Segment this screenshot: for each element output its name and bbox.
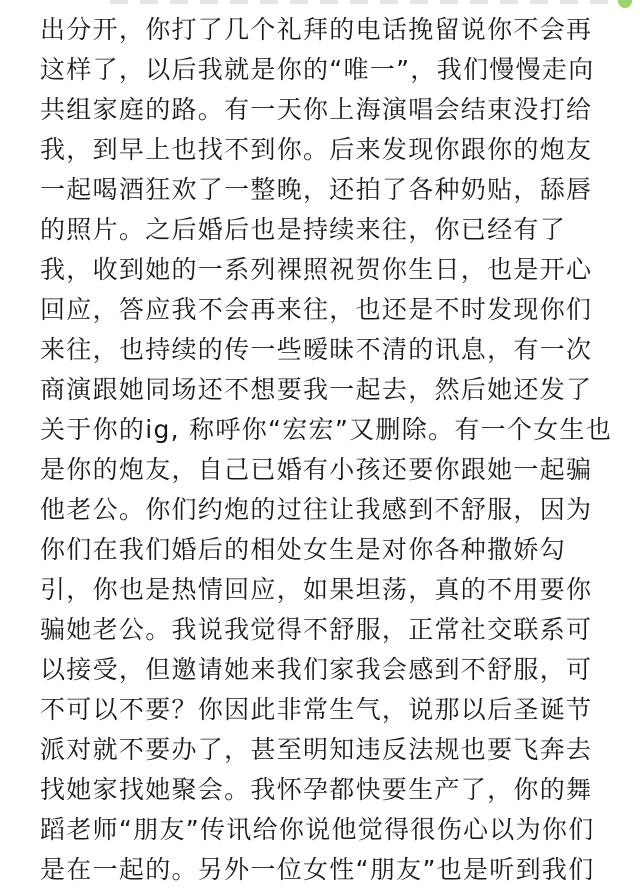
document-text-block	[40, 10, 640, 890]
text-line: 回应，答应我不会再来往，也还是不时发现你们	[40, 295, 593, 324]
cropped-previous-line	[0, 0, 640, 8]
text-line: 关于你的ig, 称呼你“宏宏”又删除。有一个女生也	[40, 415, 613, 444]
text-line: 来往，也持续的传一些暧昧不清的讯息，有一次	[40, 335, 593, 364]
text-line: 共组家庭的路。有一天你上海演唱会结束没打给	[40, 95, 593, 124]
text-line: 我，到早上也找不到你。后来发现你跟你的炮友	[40, 135, 593, 164]
status-dot-icon	[618, 0, 632, 8]
text-line: 骗她老公。我说我觉得不舒服，正常社交联系可	[40, 615, 593, 644]
text-line: 引，你也是热情回应，如果坦荡，真的不用要你	[40, 575, 593, 604]
text-line: 不可以不要？你因此非常生气，说那以后圣诞节	[40, 695, 593, 724]
text-line: 蹈老师“朋友”传讯给你说他觉得很伤心以为你们	[40, 815, 595, 844]
text-line: 的照片。之后婚后也是持续来往，你已经有了	[40, 215, 567, 244]
text-line: 我，收到她的一系列裸照祝贺你生日，也是开心	[40, 255, 593, 284]
text-line: 一起喝酒狂欢了一整晚，还拍了各种奶贴，舔唇	[40, 175, 593, 204]
page-bottom-edge	[0, 808, 640, 812]
cropped-text-fragment	[110, 0, 630, 4]
text-line: 是你的炮友，自己已婚有小孩还要你跟她一起骗	[40, 455, 593, 484]
text-line: 这样了，以后我就是你的“唯一”，我们慢慢走向	[40, 55, 595, 84]
text-line: 以接受，但邀请她来我们家我会感到不舒服，可	[40, 655, 593, 684]
text-line: 商演跟她同场还不想要我一起去，然后她还发了	[40, 375, 593, 404]
text-line: 你们在我们婚后的相处女生是对你各种撒娇勾	[40, 535, 567, 564]
text-line: 他老公。你们约炮的过往让我感到不舒服，因为	[40, 495, 593, 524]
text-line: 是在一起的。另外一位女性“朋友”也是听到我们	[40, 855, 595, 884]
text-line: 出分开，你打了几个礼拜的电话挽留说你不会再	[40, 15, 593, 44]
text-line: 派对就不要办了，甚至明知违反法规也要飞奔去	[40, 735, 593, 764]
text-line: 找她家找她聚会。我怀孕都快要生产了，你的舞	[40, 775, 593, 804]
